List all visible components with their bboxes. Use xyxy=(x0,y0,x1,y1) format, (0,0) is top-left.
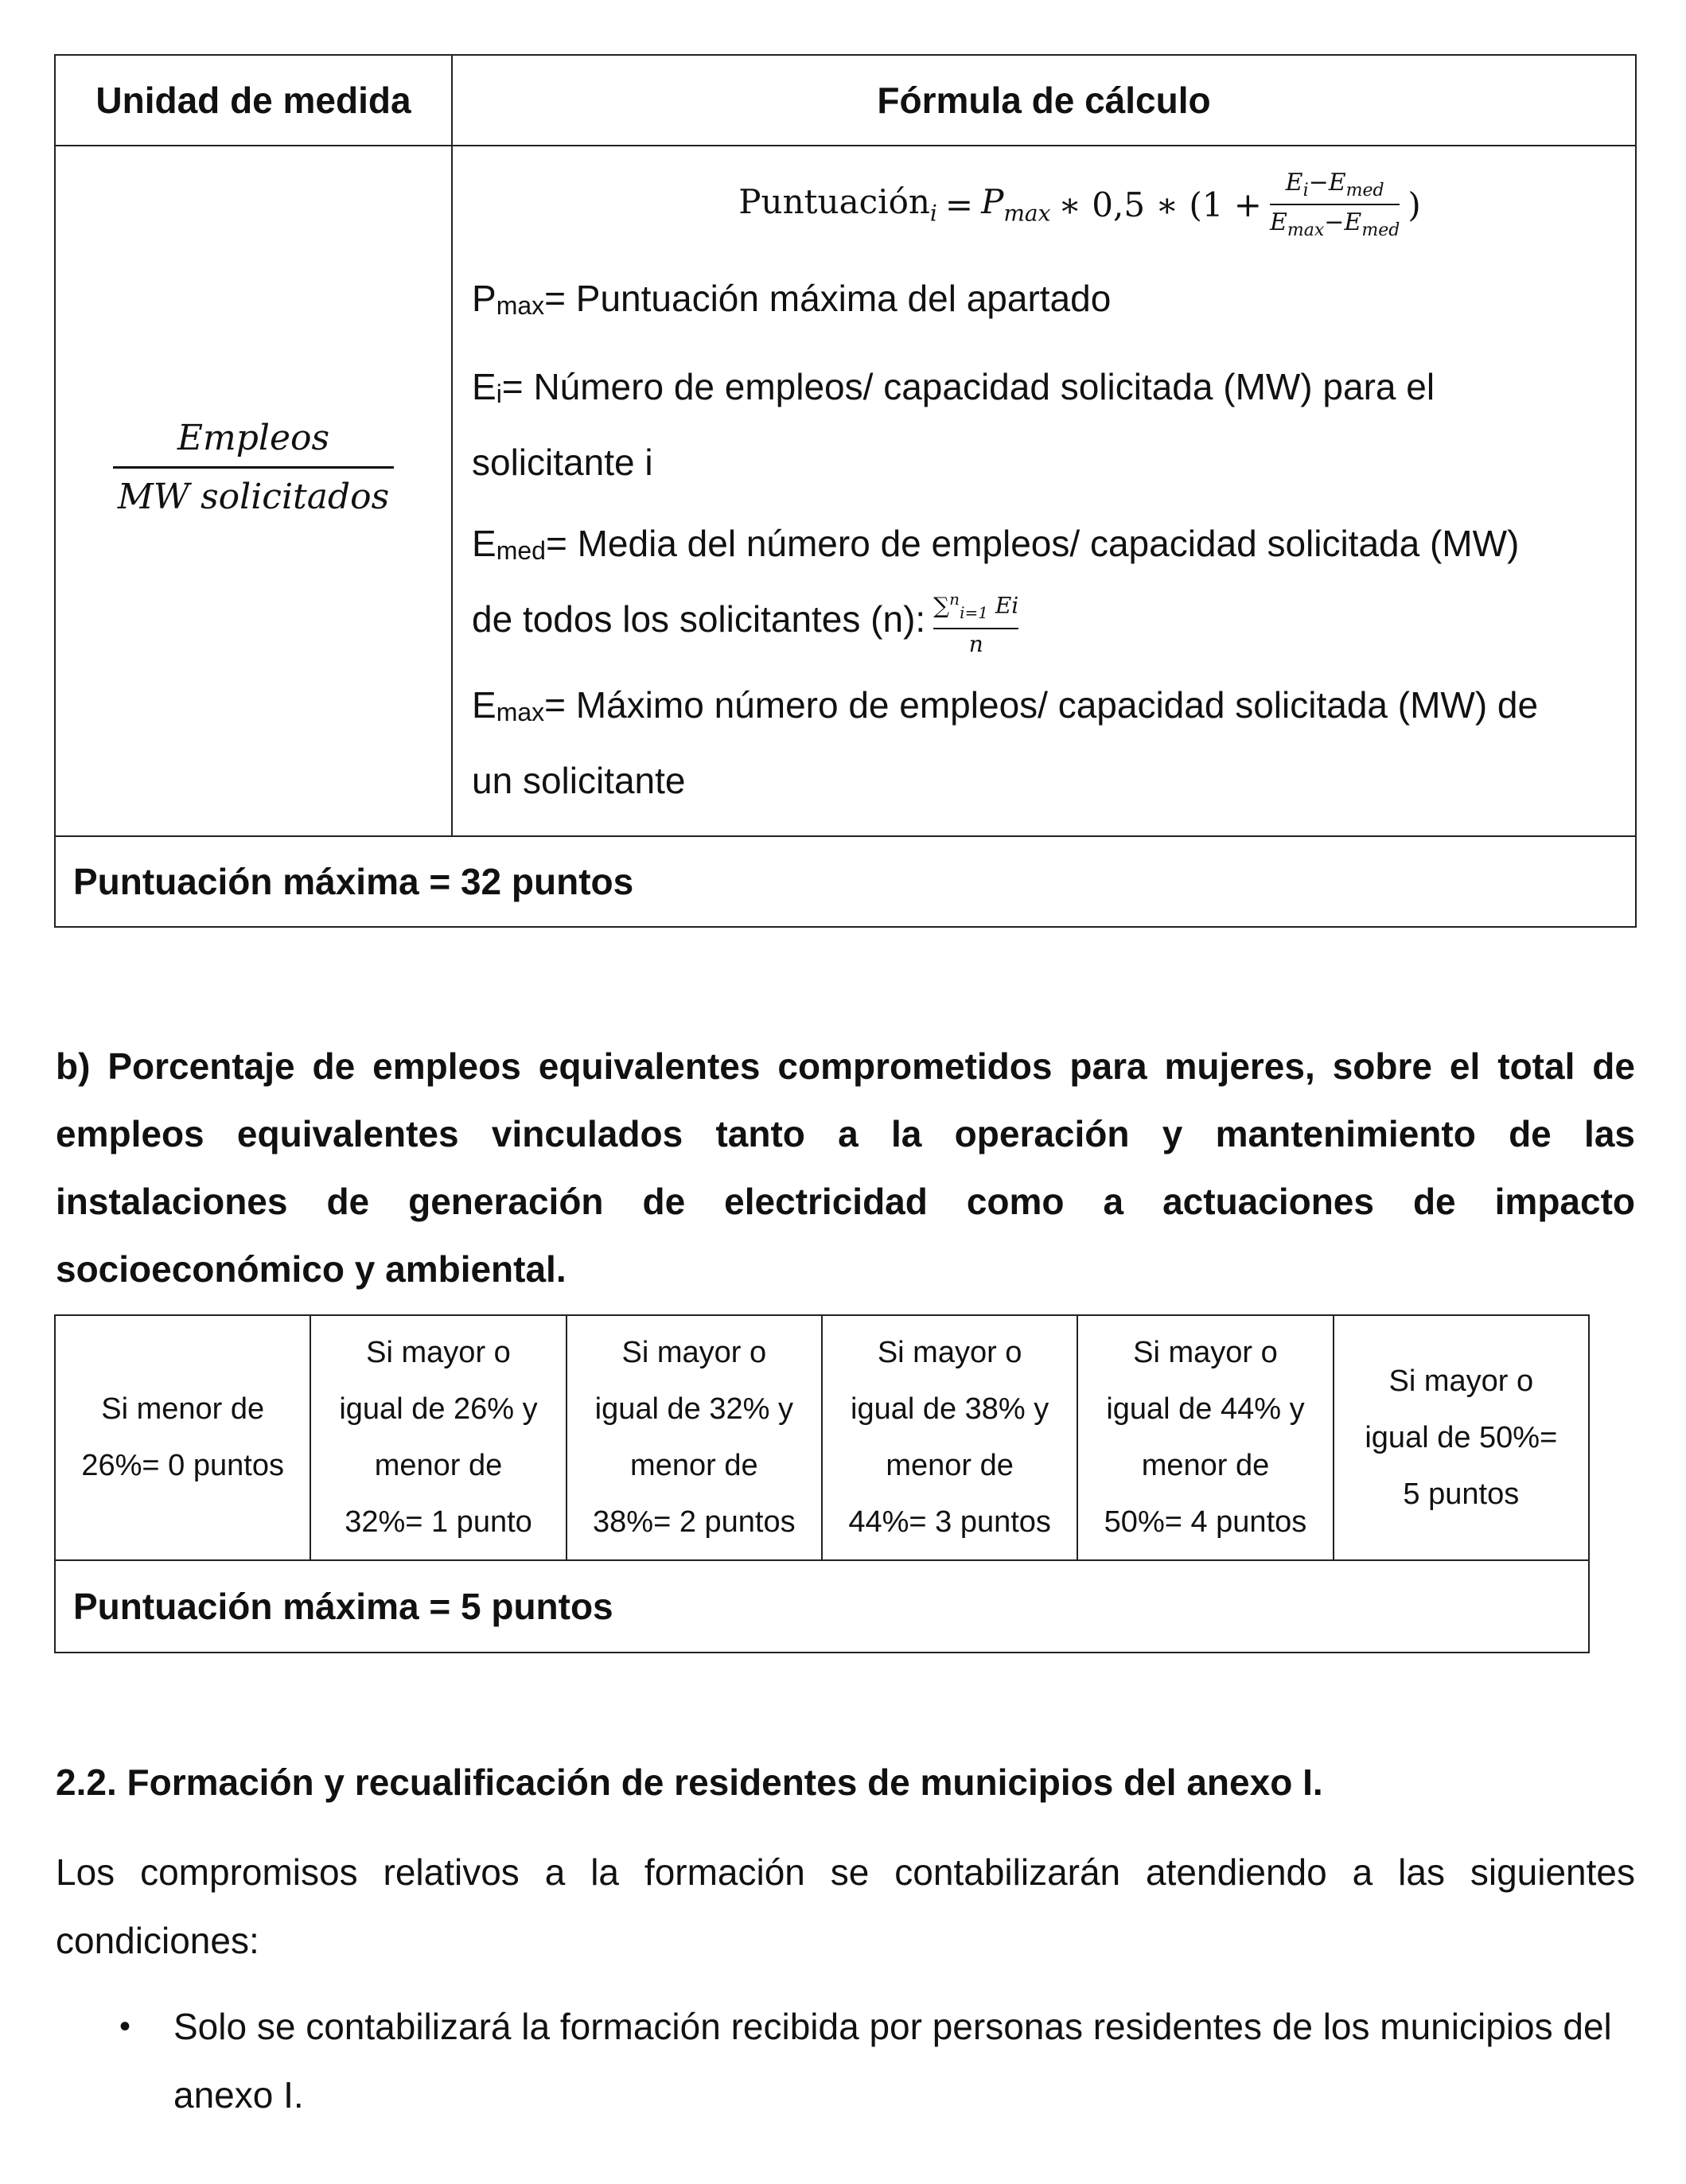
option-cell-1: Si mayor o igual de 26% y menor de 32%= 1 punto xyxy=(310,1315,566,1560)
unit-denominator: MW solicitados xyxy=(117,476,390,517)
frac-num-rest-sub: med xyxy=(1345,181,1384,200)
fraction-bar xyxy=(933,628,1018,629)
unit-fraction xyxy=(113,418,394,517)
list-item-text: Solo se contabilizará la formación recibida por personas residentes de los municipios del anexo I. xyxy=(173,2006,1612,2116)
frac-den-rest-sub: med xyxy=(1361,220,1400,240)
def-text: = Número de empleos/ capacidad solicitada (MW) para el xyxy=(501,366,1435,407)
section-2-2-title: 2.2. Formación y recualificación de residentes de municipios del anexo I. xyxy=(56,1762,1323,1803)
formula-lhs: Puntuación xyxy=(738,182,930,222)
frac-num-e: E xyxy=(1285,169,1303,197)
max-score-5: Puntuación máxima = 5 puntos xyxy=(55,1560,1589,1653)
def-subscript: med xyxy=(496,536,546,565)
formula-eq: = xyxy=(944,185,974,224)
conditions-list xyxy=(56,1992,1635,2129)
def-text-cont: un solicitante xyxy=(472,760,686,802)
option-cell-2: Si mayor o igual de 32% y menor de 38%= 2 puntos xyxy=(567,1315,822,1560)
def-subscript: i xyxy=(496,380,502,408)
def-symbol: E xyxy=(472,523,496,564)
header-unidad-de-medida: Unidad de medida xyxy=(55,55,452,146)
def-subscript: max xyxy=(496,698,545,727)
formula-p: P xyxy=(981,182,1004,222)
unit-cell xyxy=(55,146,452,836)
sum-symbol: ∑ xyxy=(933,592,950,619)
sum-sup: n xyxy=(949,590,960,609)
frac-den-rest: −E xyxy=(1324,208,1362,236)
formula-close: ) xyxy=(1408,185,1421,224)
def-text: = Puntuación máxima del apartado xyxy=(544,278,1112,319)
sum-sub: i=1 xyxy=(960,603,988,623)
scoring-formula-table xyxy=(54,54,1637,928)
def-subscript: max xyxy=(496,291,545,320)
def-symbol: E xyxy=(472,684,496,726)
option-cell-5: Si mayor o igual de 50%= 5 puntos xyxy=(1334,1315,1589,1560)
sum-den: n xyxy=(968,631,983,658)
main-formula xyxy=(472,169,1611,240)
frac-den-e: E xyxy=(1270,208,1287,236)
option-cell-0: Si menor de 26%= 0 puntos xyxy=(55,1315,310,1560)
def-symbol: E xyxy=(472,366,496,407)
section-b-heading: b) Porcentaje de empleos equivalentes comprometidos para mujeres, sobre el total de empleos equivalentes vinculados tanto a la operación y mantenimiento de las instalaciones de generación de electricidad como a actuaciones de impacto socioeconómico y ambiental. xyxy=(56,1045,1635,1290)
option-cell-3: Si mayor o igual de 38% y menor de 44%= 3 puntos xyxy=(822,1315,1077,1560)
definition-pmax xyxy=(472,264,1611,340)
definition-emax xyxy=(472,671,1611,815)
formula-cell xyxy=(452,146,1636,836)
formula-fraction xyxy=(1270,169,1400,240)
unit-numerator: Empleos xyxy=(177,417,330,458)
def-symbol: P xyxy=(472,278,496,319)
definition-emed xyxy=(472,509,1611,658)
max-score-32: Puntuación máxima = 32 puntos xyxy=(55,836,1636,927)
formula-ops: ∗ 0,5 ∗ (1 + xyxy=(1058,185,1262,224)
women-employment-table xyxy=(54,1314,1590,1653)
def-text-cont: de todos los solicitantes (n): xyxy=(472,598,926,640)
sum-var: Ei xyxy=(995,592,1019,619)
frac-num-rest: −E xyxy=(1308,169,1346,197)
def-text-cont: solicitante i xyxy=(472,442,653,483)
mean-formula xyxy=(933,586,1018,658)
formula-lhs-sub: i xyxy=(929,200,937,227)
header-formula-de-calculo: Fórmula de cálculo xyxy=(452,55,1636,146)
option-cell-4: Si mayor o igual de 44% y menor de 50%= 4 puntos xyxy=(1077,1315,1333,1560)
def-text: = Media del número de empleos/ capacidad solicitada (MW) xyxy=(545,523,1520,564)
section-2-2-paragraph: Los compromisos relativos a la formación se contabilizarán atendiendo a las siguientes condiciones: xyxy=(56,1851,1635,1961)
formula-p-sub: max xyxy=(1003,200,1051,227)
fraction-bar xyxy=(1270,204,1400,205)
def-text: = Máximo número de empleos/ capacidad solicitada (MW) de xyxy=(544,684,1539,726)
list-item xyxy=(56,1992,1635,2129)
frac-den-sub: max xyxy=(1287,220,1325,240)
definition-ei xyxy=(472,352,1611,496)
frac-num-sub: i xyxy=(1302,181,1309,200)
bullet-icon: • xyxy=(119,2009,131,2044)
